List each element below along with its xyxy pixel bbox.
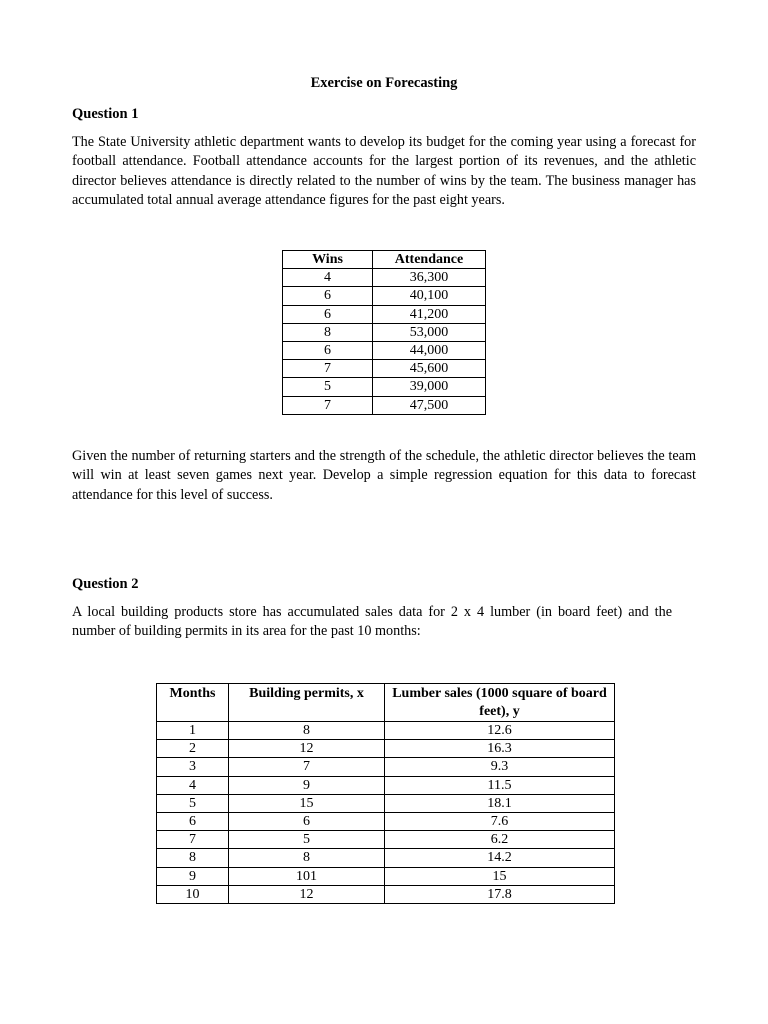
permits-cell: 9 [229, 776, 385, 794]
table-row [157, 794, 615, 812]
table-row [283, 342, 486, 360]
question-1-intro: The State University athletic department wants to develop its budget for the coming year using a forecast for football attendance. Football attendance accounts for the largest portion of its revenues, and the athletic director believes attendance is directly related to the number of wins by the team. The business manager has accumulated total annual average attendance figures for the past eight years. [72, 134, 696, 209]
table-row [157, 758, 615, 776]
column-header-attendance: Attendance [373, 251, 486, 269]
month-cell: 1 [157, 722, 229, 740]
month-cell: 7 [157, 831, 229, 849]
lumber-sales-cell: 11.5 [385, 776, 615, 794]
wins-cell: 6 [283, 287, 373, 305]
wins-cell: 8 [283, 323, 373, 341]
table-row [157, 885, 615, 903]
month-cell: 4 [157, 776, 229, 794]
month-cell: 8 [157, 849, 229, 867]
page-title: Exercise on Forecasting [310, 75, 458, 91]
table-row [283, 287, 486, 305]
lumber-sales-cell: 12.6 [385, 722, 615, 740]
table-row [157, 740, 615, 758]
wins-cell: 6 [283, 305, 373, 323]
wins-cell: 7 [283, 396, 373, 414]
permits-cell: 101 [229, 867, 385, 885]
table-row [157, 776, 615, 794]
attendance-cell: 53,000 [373, 323, 486, 341]
permits-cell: 5 [229, 831, 385, 849]
permits-cell: 6 [229, 813, 385, 831]
attendance-cell: 41,200 [373, 305, 486, 323]
question-1-followup: Given the number of returning starters and the strength of the schedule, the athletic director believes the team will win at least seven games next year. Develop a simple regression equation for this data to forecast attendance for this level of success. [72, 448, 696, 503]
permits-cell: 8 [229, 849, 385, 867]
column-header-wins: Wins [283, 251, 373, 269]
permits-cell: 12 [229, 885, 385, 903]
table-header-row [283, 251, 486, 269]
attendance-cell: 45,600 [373, 360, 486, 378]
lumber-sales-cell: 9.3 [385, 758, 615, 776]
table-row [157, 867, 615, 885]
lumber-sales-cell: 7.6 [385, 813, 615, 831]
column-header-building-permits: Building permits, x [229, 684, 385, 722]
wins-cell: 7 [283, 360, 373, 378]
lumber-sales-cell: 14.2 [385, 849, 615, 867]
permits-cell: 7 [229, 758, 385, 776]
permits-cell: 8 [229, 722, 385, 740]
table-row [283, 269, 486, 287]
table-row [283, 305, 486, 323]
wins-cell: 4 [283, 269, 373, 287]
table-row [283, 396, 486, 414]
wins-cell: 5 [283, 378, 373, 396]
lumber-sales-cell: 17.8 [385, 885, 615, 903]
table-row [157, 722, 615, 740]
wins-attendance-table [282, 250, 486, 415]
month-cell: 5 [157, 794, 229, 812]
lumber-sales-cell: 18.1 [385, 794, 615, 812]
month-cell: 3 [157, 758, 229, 776]
permits-cell: 12 [229, 740, 385, 758]
table-row [283, 378, 486, 396]
month-cell: 10 [157, 885, 229, 903]
table-row [157, 849, 615, 867]
attendance-cell: 36,300 [373, 269, 486, 287]
lumber-sales-cell: 16.3 [385, 740, 615, 758]
month-cell: 6 [157, 813, 229, 831]
table-row [157, 831, 615, 849]
permits-cell: 15 [229, 794, 385, 812]
permits-lumber-table [156, 683, 615, 904]
column-header-lumber-sales: Lumber sales (1000 square of board feet), y [385, 684, 615, 722]
lumber-sales-cell: 15 [385, 867, 615, 885]
month-cell: 9 [157, 867, 229, 885]
attendance-cell: 47,500 [373, 396, 486, 414]
attendance-cell: 39,000 [373, 378, 486, 396]
table-row [157, 813, 615, 831]
question-2-heading: Question 2 [72, 576, 139, 592]
wins-cell: 6 [283, 342, 373, 360]
table-row [283, 360, 486, 378]
table-row [283, 323, 486, 341]
question-2-intro: A local building products store has accumulated sales data for 2 x 4 lumber (in board feet) and the number of building permits in its area for the past 10 months: [72, 604, 672, 640]
month-cell: 2 [157, 740, 229, 758]
table-header-row [157, 684, 615, 722]
question-1-heading: Question 1 [72, 106, 139, 122]
lumber-sales-cell: 6.2 [385, 831, 615, 849]
column-header-months: Months [157, 684, 229, 722]
attendance-cell: 40,100 [373, 287, 486, 305]
attendance-cell: 44,000 [373, 342, 486, 360]
